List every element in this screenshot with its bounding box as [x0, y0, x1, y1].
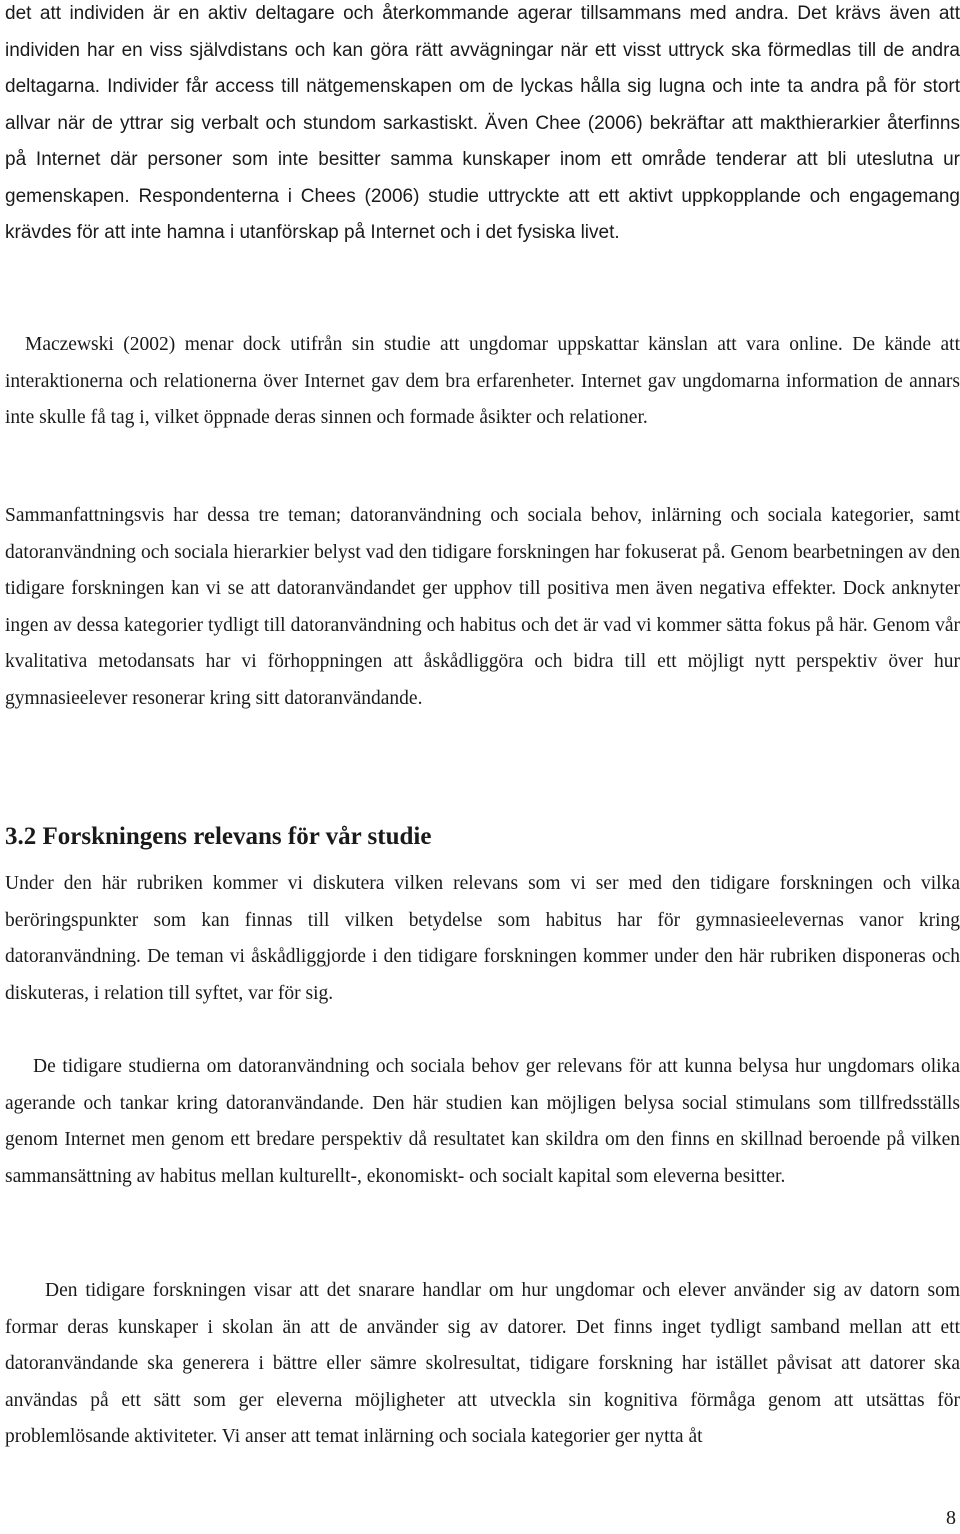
- paragraph-continuation: det att individen är en aktiv deltagare och återkommande agerar tillsammans med andra. Det krävs även att individen har en viss självdistans och kan göra rätt avvägningar när ett visst uttryck ska förmedlas till de andra deltagarna. Individer får access till nätgemenskapen om de lyckas hålla sig lugna och inte ta andra på för stort allvar när de yttrar sig verbalt och stundom sarkastiskt. Även Chee (2006) bekräftar att makthierarkier återfinns på Internet där personer som inte besitter samma kunskaper inom ett område tenderar att bli uteslutna ur gemenskapen. Respondenterna i Chees (2006) studie uttryckte att ett aktivt uppkopplande och engagemang krävdes för att inte hamna i utanförskap på Internet och i det fysiska livet.: [5, 3, 960, 243]
- paragraph-social-needs: De tidigare studierna om datoranvändning och sociala behov ger relevans för att kunna belysa hur ungdomars olika agerande och tankar kring datoranvändande. Den här studien kan möjligen belysa social stimulans som tillfredsställs genom Internet men genom ett bredare perspektiv då resultatet kan skildra om den finns en skillnad beroende på vilken sammansättning av habitus mellan kulturellt-, ekonomiskt- och socialt kapital som eleverna besitter.: [5, 1056, 960, 1187]
- page-number: 8: [946, 1507, 956, 1529]
- paragraph-summary: Sammanfattningsvis har dessa tre teman; datoranvändning och sociala behov, inlärning och sociala kategorier, samt datoranvändning och sociala hierarkier belyst vad den tidigare forskningen har fokuserat på. Genom bearbetningen av den tidigare forskningen kan vi se att datoranvändandet ger upphov till positiva men även negativa effekter. Dock anknyter ingen av dessa kategorier tydligt till datoranvändning och habitus och det är vad vi kommer sätta fokus på här. Genom vår kvalitativa metodansats har vi förhoppningen att åskådliggöra och bidra till ett möjligt nytt perspektiv över hur gymnasieelever resonerar kring sitt datoranvändande.: [5, 505, 960, 709]
- paragraph-maczewski: Maczewski (2002) menar dock utifrån sin studie att ungdomar uppskattar känslan att vara online. De kände att interaktionerna och relationerna över Internet gav dem bra erfarenheter. Internet gav ungdomarna information de annars inte skulle få tag i, vilket öppnade deras sinnen och formade åsikter och relationer.: [5, 334, 960, 428]
- section-heading: 3.2 Forskningens relevans för vår studie: [5, 823, 432, 850]
- paragraph-relevance-intro: Under den här rubriken kommer vi diskutera vilken relevans som vi ser med den tidigare forskningen och vilka beröringspunkter som kan finnas till vilken betydelse som habitus har för gymnasieelevernas vanor kring datoranvändning. De teman vi åskådliggjorde i den tidigare forskningen kommer under den här rubriken disponeras och diskuteras, i relation till syftet, var för sig.: [5, 873, 960, 1004]
- paragraph-learning: Den tidigare forskningen visar att det snarare handlar om hur ungdomar och elever använder sig av datorn som formar deras kunskaper i skolan än att de använder sig av datorer. Det finns inget tydligt samband mellan att ett datoranvändande ska generera i bättre eller sämre skolresultat, tidigare forskning har istället påvisat att datorer ska användas på ett sätt som ger eleverna möjligheter att utveckla sin kognitiva förmåga genom att utsättas för problemlösande aktiviteter. Vi anser att temat inlärning och sociala kategorier ger nytta åt: [5, 1280, 960, 1447]
